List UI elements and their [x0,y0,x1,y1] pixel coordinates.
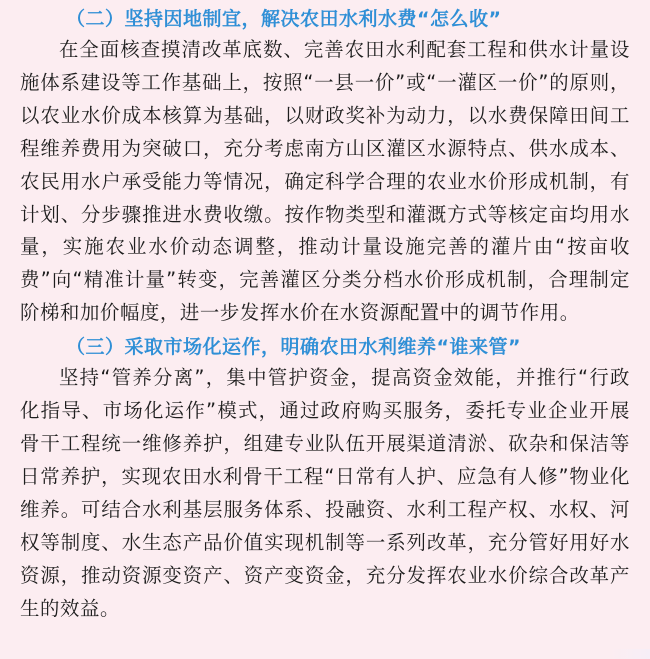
section-body-3: 坚持“管养分离”，集中管护资金，提高资金效能，并推行“行政化指导、市场化运作”模式，通过政府购买服务，委托专业企业开展骨干工程统一维修养护，组建专业队伍开展渠道清淤、砍杂和保洁等日常养护，实现农田水利骨干工程“日常有人护、应急有人修”物业化维养。可结合水利基层服务体系、投融资、水利工程产权、水权、河权等制度、水生态产品价值实现机制等一系列改革，充分管好用好水资源，推动资源变资产、资产变资金，充分发挥农业水价综合改革产生的效益。 [20,366,630,620]
section-body-2: 在全面核查摸清改革底数、完善农田水利配套工程和供水计量设施体系建设等工作基础上，按照“一县一价”或“一灌区一价”的原则，以农业水价成本核算为基础，以财政奖补为动力，以水费保障田间工程维养费用为突破口，充分考虑南方山区灌区水源特点、供水成本、农民用水户承受能力等情况，确定科学合理的农业水价形成机制，有计划、分步骤推进水费收缴。按作物类型和灌溉方式等核定亩均用水量，实施农业水价动态调整，推动计量设施完善的灌片由“按亩收费”向“精准计量”转变，完善灌区分类分档水价形成机制，合理制定阶梯和加价幅度，进一步发挥水价在水资源配置中的调节作用。 [20,38,630,325]
corner-decoration [610,649,650,659]
section-heading-3: （三）采取市场化运作，明确农田水利维养“谁来管” [66,336,521,359]
section-heading-2: （二）坚持因地制宜，解决农田水利水费“怎么收” [66,8,502,30]
